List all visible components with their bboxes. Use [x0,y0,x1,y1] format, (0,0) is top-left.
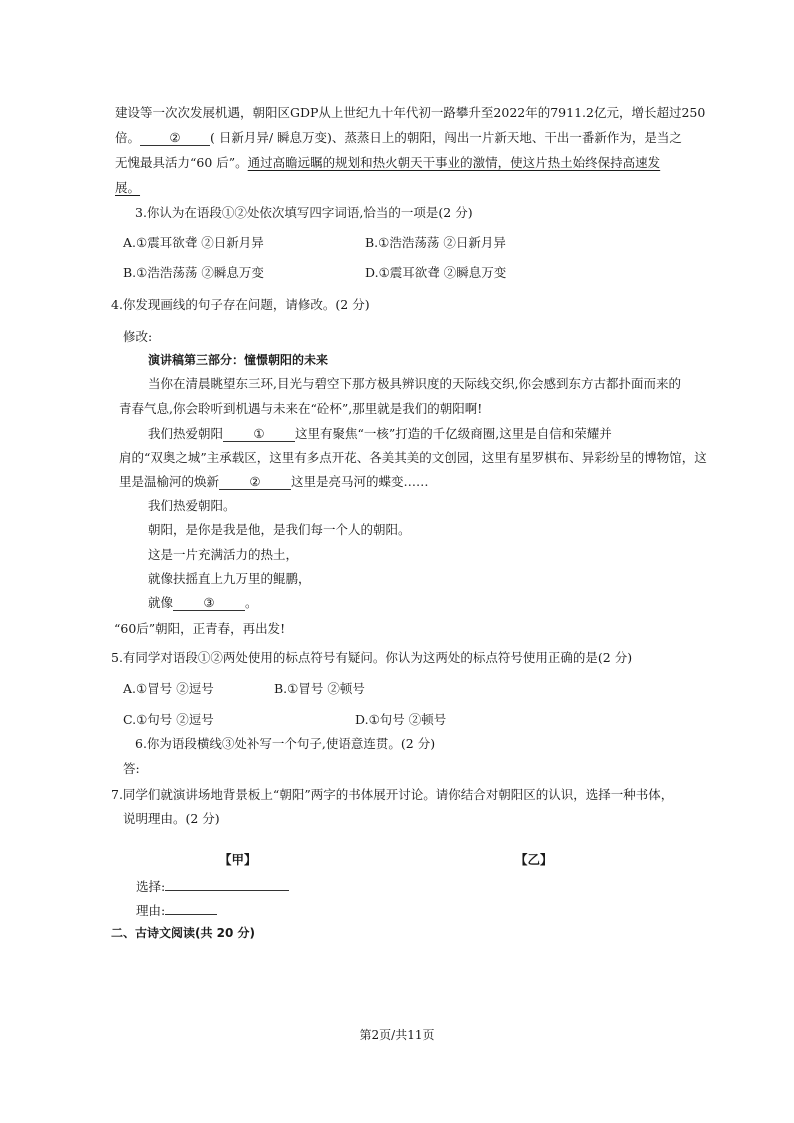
option-text: ①浩浩荡荡 ②瞬息万变 [136,265,264,280]
intro-line-2-prefix: 倍。 [115,130,141,145]
question-5-option-d [355,711,446,729]
choice-row [136,875,289,896]
intro-line-2-suffix: ( 日新月异/ 瞬息万变)、蒸蒸日上的朝阳，闯出一片新天地、干出一番新作为，是当之 [210,130,682,145]
speech-p1-line-2: 青春气息,你会聆听到机遇与未来在“砼杯”,那里就是我们的朝阳啊! [119,401,483,416]
question-3-option-a [123,234,264,252]
label-jia: 【甲】 [219,852,257,867]
section-2-heading: 二、古诗文阅读(共 20 分) [111,926,256,940]
question-7-stem-line-1: 7.同学们就演讲场地背景板上“朝阳”两字的书体展开讨论。请你结合对朝阳区的认识，选择一种书体， [111,787,674,802]
choice-label: 选择: [136,879,166,894]
fill-blank-3: ③ [173,595,245,611]
option-text: ①冒号 ②顿号 [287,681,365,696]
label-yi: 【乙】 [515,852,553,867]
underlined-sentence: 通过高瞻远瞩的规划和热火朝天干事业的激情，使这片热土始终保持高速发 [247,155,661,170]
option-text: ①句号 ②顿号 [368,712,447,727]
poem-line-3: 这是一片充满活力的热土， [148,547,299,562]
option-text: ①浩浩荡荡 ②日新月异 [378,235,506,250]
option-key: B. [274,681,288,696]
option-text: ①震耳欲聋 ②瞬息万变 [378,265,507,280]
option-key: A. [123,235,137,250]
question-5-option-b [274,680,365,698]
intro-line-1: 建设等一次次发展机遇，朝阳区GDP从上世纪九十年代初一路攀升至2022年的7911.2亿元，增长超过250 [115,105,706,120]
intro-line-3 [115,154,660,172]
speech-p2-line-3 [119,473,429,491]
question-4-answer-label: 修改: [123,329,153,344]
page-number: 第2页/共11页 [359,1028,435,1042]
option-key: C. [123,712,137,727]
reason-label: 理由: [136,903,166,918]
speech-text: 这里是亮马河的蝶变…… [291,474,429,489]
question-4-stem: 4.你发现画线的句子存在问题，请修改。(2 分) [111,297,370,312]
intro-line-4 [115,179,140,197]
reason-row [136,899,217,920]
speech-text: 。 [245,595,258,610]
poem-line-5 [148,594,258,612]
speech-p2-line-2: 肩的“双奥之城”主承载区，这里有多点开花、各美其美的文创园，这里有星罗棋布、异彩纷呈的博物馆，这 [119,450,707,465]
underlined-sentence-end: 展。 [115,180,141,195]
question-3-option-b [365,234,506,252]
option-key: B. [365,235,379,250]
option-key: A. [123,681,137,696]
question-5-option-a [123,680,214,698]
speech-p2-line-1 [148,425,612,443]
fill-blank-1: ① [223,426,295,442]
intro-line-2 [115,129,682,147]
intro-line-3-prefix: 无愧最具活力“60 后”。 [115,155,248,170]
speech-text: 我们热爱朝阳 [148,426,224,441]
question-5-stem: 5.有同学对语段①②两处使用的标点符号有疑问。你认为这两处的标点符号使用正确的是(2 分) [111,650,633,665]
speech-text: 就像 [148,595,174,610]
question-6-stem: 6.你为语段横线③处补写一个句子,使语意连贯。(2 分) [135,736,436,751]
option-text: ①冒号 ②逗号 [136,681,214,696]
section-title: 演讲稿第三部分：憧憬朝阳的未来 [148,353,329,367]
question-6-answer-label: 答: [123,761,140,776]
question-3-stem: 3.你认为在语段①②处依次填写四字词语,恰当的一项是(2 分) [135,205,473,220]
poem-line-4: 就像扶摇直上九万里的鲲鹏， [148,571,311,586]
speech-closing: “60后”朝阳，正青春，再出发! [114,621,286,636]
fill-blank-2: ② [219,474,291,490]
choice-answer-field[interactable] [165,875,289,891]
question-3-option-c [123,264,264,282]
poem-line-2: 朝阳，是你是我是他，是我们每一个人的朝阳。 [148,522,411,537]
option-key: D. [355,712,369,727]
question-5-option-c [123,711,214,729]
reason-answer-field[interactable] [165,899,217,915]
question-3-option-d [365,264,506,282]
poem-line-1: 我们热爱朝阳。 [148,498,236,513]
speech-p1-line-1: 当你在清晨眺望东三环,目光与碧空下那方极具辨识度的天际线交织,你会感到东方古都扑面而来的 [148,376,681,391]
option-key: B. [123,265,137,280]
question-7-stem-line-2: 说明理由。(2 分) [123,811,220,826]
option-text: ①震耳欲聋 ②日新月异 [136,235,264,250]
speech-text: 这里有聚焦“一核”打造的千亿级商圈,这里是自信和荣耀并 [295,426,612,441]
option-text: ①句号 ②逗号 [136,712,214,727]
fill-blank-2-intro: ② [140,130,210,146]
option-key: D. [365,265,379,280]
speech-text: 里是温榆河的焕新 [119,474,220,489]
